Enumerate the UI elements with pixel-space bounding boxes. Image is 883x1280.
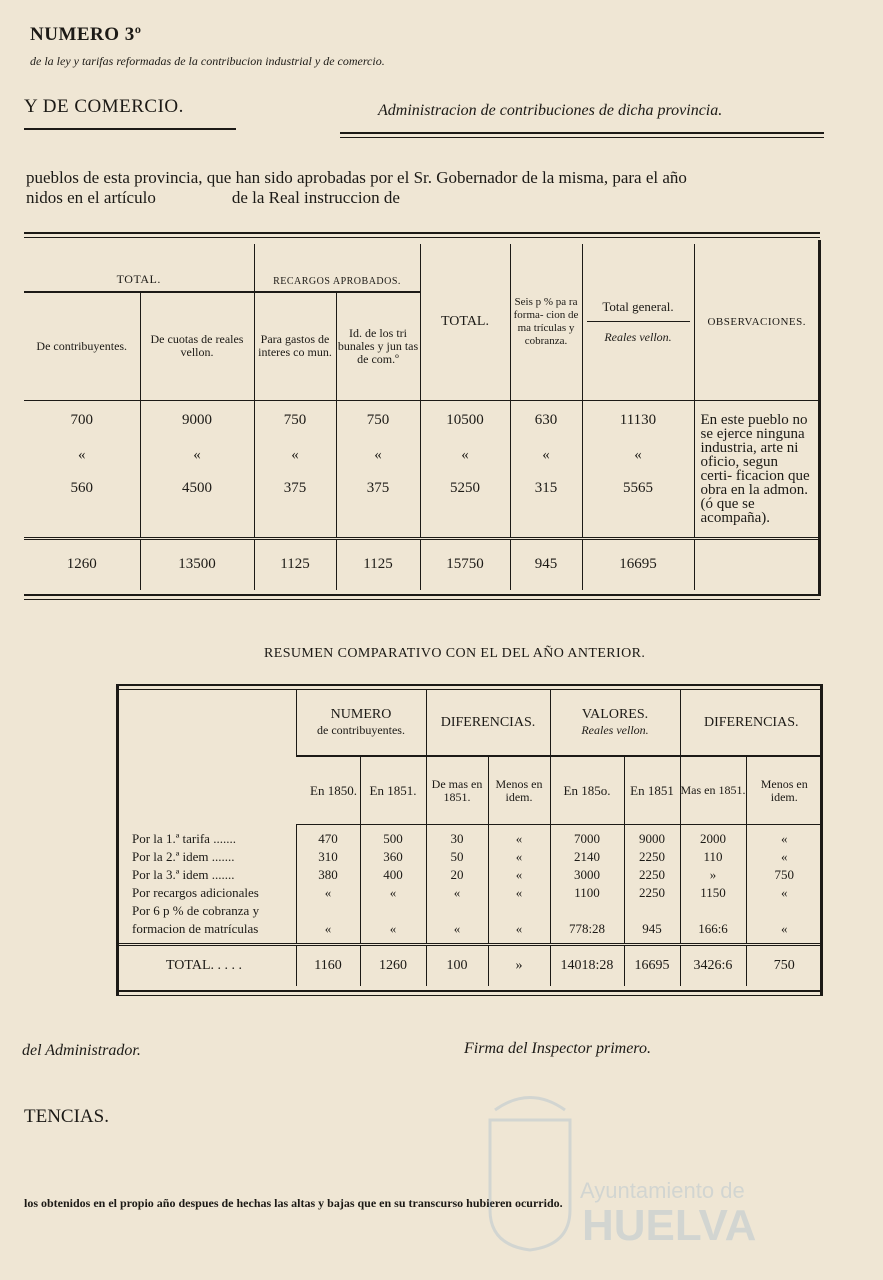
table-cell: « <box>510 440 582 470</box>
col-valor-1851 <box>624 825 680 945</box>
cell: 500 <box>383 831 403 847</box>
intro-line-1: pueblos de esta provincia, que han sido aprobadas por el Sr. Gobernador de la misma, para el año <box>26 168 687 187</box>
cell: 360 <box>383 849 403 865</box>
table-cell: 5250 <box>420 470 510 538</box>
table-cell: 375 <box>336 470 420 538</box>
cell: « <box>515 849 523 865</box>
cell: 30 <box>450 831 464 847</box>
contribuyentes-header: De contribuyentes. <box>24 292 140 400</box>
total-column-header: TOTAL. <box>420 244 510 400</box>
cell: 778:28 <box>568 921 606 937</box>
table-cell: « <box>140 440 254 470</box>
table-cell: 750 <box>336 400 420 440</box>
title-underline-left <box>24 128 236 130</box>
header-mas: Mas en 1851. <box>680 756 746 824</box>
table-cell: 11130 <box>582 400 694 440</box>
col-1850 <box>296 825 360 945</box>
cell: 2250 <box>639 867 665 883</box>
cell: 945 <box>642 921 662 937</box>
row-label: Por la 3.ª idem ....... <box>132 866 235 882</box>
diferencias-group-1: DIFERENCIAS. <box>426 690 550 756</box>
cell: « <box>515 831 523 847</box>
signature-administrador: del Administrador. <box>22 1042 141 1059</box>
total-cell: 14018:28 <box>550 945 624 986</box>
cell: « <box>781 831 788 847</box>
row-label: Por la 1.ª tarifa ....... <box>132 830 236 846</box>
total-cell: 16695 <box>582 538 694 590</box>
table-cell: 750 <box>254 400 336 440</box>
cell: 110 <box>703 849 723 865</box>
total-general-header <box>582 244 694 400</box>
section-title-right: Administracion de contribuciones de dicha provincia. <box>378 102 723 119</box>
empty-cell <box>694 538 819 590</box>
total-cell: 1125 <box>336 538 420 590</box>
col-dif-menos <box>746 825 822 945</box>
row-label: Por la 2.ª idem ....... <box>132 848 235 864</box>
total-row-label: TOTAL. . . . . <box>118 945 296 986</box>
total-cell: 100 <box>426 945 488 986</box>
cell: 750 <box>774 867 794 883</box>
signature-inspector: Firma del Inspector primero. <box>464 1040 651 1057</box>
cell: « <box>324 921 332 937</box>
section-title-left: Y DE COMERCIO. <box>24 96 184 117</box>
total-cell: 945 <box>510 538 582 590</box>
table-cell: 375 <box>254 470 336 538</box>
cell: 470 <box>318 831 338 847</box>
cell: 1100 <box>574 885 600 901</box>
table-cell: « <box>582 440 694 470</box>
cell: « <box>781 849 788 865</box>
total-cell: 1260 <box>360 945 426 986</box>
cell: « <box>515 921 523 937</box>
header-valor-1850: En 185o. <box>550 756 624 824</box>
resumen-table <box>118 690 822 986</box>
shield-icon <box>490 1120 570 1250</box>
header-1850: En 1850. <box>296 756 360 824</box>
total-cell: 3426:6 <box>680 945 746 986</box>
table-cell: 4500 <box>140 470 254 538</box>
contribution-table <box>24 244 819 590</box>
table1-top-rule <box>24 232 820 238</box>
row-label: Por 6 p % de cobranza y <box>132 902 260 918</box>
observacion-text: En este pueblo no se ejerce ninguna industria, arte ni oficio, segun certi- ficacion que obra en la admon. (ó que se acompaña). <box>694 400 819 538</box>
table-cell: « <box>254 440 336 470</box>
intro-instruccion: de la Real instruccion de <box>231 188 400 207</box>
cell: « <box>324 885 332 901</box>
table-cell: « <box>420 440 510 470</box>
table-cell: 315 <box>510 470 582 538</box>
seis-percent-header: Seis p % pa ra forma- cion de ma trículas y cobranza. <box>510 244 582 400</box>
reales-vellon-label: Reales vellon. <box>604 329 672 344</box>
cell: 9000 <box>639 831 665 847</box>
row-label: Por recargos adicionales <box>132 884 259 900</box>
recargos-group-header: RECARGOS APROBADOS. <box>254 244 420 292</box>
cell: 1150 <box>700 885 726 901</box>
document-number: NUMERO 3º <box>30 24 142 45</box>
cell: « <box>389 885 397 901</box>
watermark-line-1: Ayuntamiento de <box>580 1178 745 1203</box>
row-labels <box>118 825 296 945</box>
cell: » <box>709 867 717 883</box>
diferencias-group-2: DIFERENCIAS. <box>680 690 822 756</box>
cell: 50 <box>450 849 464 865</box>
total-cell: » <box>488 945 550 986</box>
table-cell: « <box>336 440 420 470</box>
resumen-title: RESUMEN COMPARATIVO CON EL DEL AÑO ANTERIOR. <box>264 646 646 661</box>
total-cell: 1160 <box>296 945 360 986</box>
table-cell: 9000 <box>140 400 254 440</box>
header-menos: Menos en idem. <box>488 756 550 824</box>
cell: 2250 <box>639 885 665 901</box>
cell: « <box>453 885 461 901</box>
cell: « <box>515 867 523 883</box>
valores-sublabel: Reales vellon. <box>581 723 649 738</box>
cell: 3000 <box>574 867 600 883</box>
total-cell: 13500 <box>140 538 254 590</box>
cell: 380 <box>318 867 338 883</box>
title-underline-right <box>340 132 824 138</box>
total-cell: 16695 <box>624 945 680 986</box>
numero-label: NUMERO <box>330 707 392 723</box>
table2-right-border <box>820 684 823 996</box>
header-menos-2: Menos en idem. <box>746 756 822 824</box>
total-cell: 1125 <box>254 538 336 590</box>
table-cell: 700 <box>70 411 93 428</box>
footer-note: los obtenidos en el propio año despues de hechas las altas y bajas que en su transcurso hubieren ocurrido. <box>24 1196 563 1210</box>
cell: 310 <box>318 849 338 865</box>
crown-icon <box>495 1098 565 1111</box>
row-label: formacion de matrículas <box>132 920 259 936</box>
col-menos <box>488 825 550 945</box>
huelva-watermark-logo <box>470 1080 770 1260</box>
cell: « <box>389 921 397 937</box>
table2-bottom-rule <box>118 990 822 996</box>
cell: 2000 <box>700 831 726 847</box>
cell: « <box>453 921 461 937</box>
section-heading-tencias: TENCIAS. <box>24 1106 109 1127</box>
numero-group-header <box>296 690 426 756</box>
table-cell: 10500 <box>420 400 510 440</box>
total-cell: 15750 <box>420 538 510 590</box>
cell: 2250 <box>639 849 665 865</box>
cell: 20 <box>450 867 464 883</box>
total-group-header: TOTAL. <box>24 244 254 292</box>
intro-articulo: nidos en el artículo <box>26 188 156 207</box>
table1-right-border <box>818 240 821 596</box>
table1-bottom-rule <box>24 594 820 600</box>
col-1851 <box>360 825 426 945</box>
cell: « <box>781 921 788 937</box>
table-cell: 560 <box>70 480 93 496</box>
header-1851: En 1851. <box>360 756 426 824</box>
cell: 166:6 <box>698 921 728 937</box>
total-cell: 750 <box>746 945 822 986</box>
total-general-label: Total general. <box>587 299 690 322</box>
document-subtitle: de la ley y tarifas reformadas de la contribucion industrial y de comercio. <box>30 54 385 68</box>
observaciones-header: OBSERVACIONES. <box>694 244 819 400</box>
valores-group-header <box>550 690 680 756</box>
intro-line-2 <box>26 188 476 208</box>
cell: « <box>515 885 523 901</box>
table-cell: 5565 <box>582 470 694 538</box>
table2-left-border <box>116 684 119 996</box>
header-de-mas: De mas en 1851. <box>426 756 488 824</box>
tribunales-header: Id. de los tri bunales y jun tas de com.º <box>336 292 420 400</box>
cell: « <box>781 885 788 901</box>
col-valor-1850 <box>550 825 624 945</box>
header-valor-1851: En 1851 <box>624 756 680 824</box>
valores-label: VALORES. <box>581 707 649 723</box>
cuotas-header: De cuotas de reales vellon. <box>140 292 254 400</box>
cell: 2140 <box>574 849 600 865</box>
cell: 7000 <box>574 831 600 847</box>
table-cell: 630 <box>510 400 582 440</box>
col-dif-mas <box>680 825 746 945</box>
watermark-line-2: HUELVA <box>582 1201 757 1250</box>
col-de-mas <box>426 825 488 945</box>
gastos-header: Para gastos de interes co mun. <box>254 292 336 400</box>
empty-corner <box>118 690 296 825</box>
numero-sublabel: de contribuyentes. <box>317 723 405 738</box>
table-cell: « <box>78 446 86 463</box>
total-cell: 1260 <box>24 538 140 590</box>
cell: 400 <box>383 867 403 883</box>
